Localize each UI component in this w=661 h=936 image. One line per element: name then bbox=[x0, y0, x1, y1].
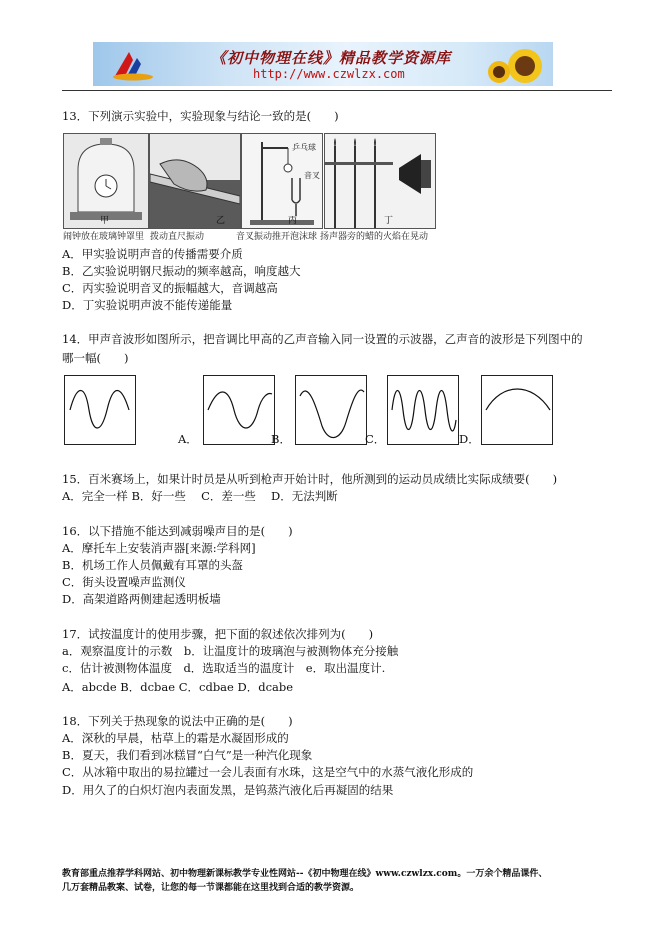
figure-id-ding: 丁 bbox=[384, 216, 394, 226]
waveform-jia bbox=[64, 375, 136, 445]
figure-ding-speaker bbox=[324, 133, 436, 229]
q14-label-c: C． bbox=[365, 432, 386, 446]
q18-option-c: C．从冰箱中取出的易拉罐过一会儿表面有水珠，这是空气中的水蒸气液化形成的 bbox=[62, 765, 474, 779]
footer-line1: 教育部重点推荐学科网站、初中物理新课标教学专业性网站--《初中物理在线》www.czwlzx.com。一万余个精品课件、 bbox=[62, 869, 548, 879]
q13-option-b: B．乙实验说明钢尺振动的频率越高，响度越大 bbox=[62, 264, 301, 278]
header-divider bbox=[62, 90, 612, 91]
caption-jia: 闹钟放在玻璃钟罩里 bbox=[63, 232, 145, 242]
q14-stem-line1: 14．甲声音波形如图所示，把音调比甲高的乙声音输入同一设置的示波器，乙声音的波形是下列图中的 bbox=[62, 332, 583, 346]
header-banner bbox=[93, 42, 553, 86]
q14-label-d: D． bbox=[459, 432, 480, 446]
label-fork: 音叉 bbox=[304, 171, 320, 180]
speaker-candle-icon bbox=[325, 134, 435, 228]
header-url: http://www.czwlzx.com bbox=[253, 67, 405, 81]
q17-steps-line2: c．估计被测物体温度 d．选取适当的温度计 e．取出温度计. bbox=[62, 661, 386, 675]
sine-wave-icon bbox=[388, 376, 458, 444]
caption-ding: 扬声器旁的蜡的火焰在晃动 bbox=[320, 232, 429, 242]
q16-option-d: D．高架道路两侧建起透明板墙 bbox=[62, 592, 221, 606]
q15-stem: 15．百米赛场上，如果计时员是从听到枪声开始计时，他所测到的运动员成绩比实际成绩要( ) bbox=[62, 472, 558, 486]
q14-stem-line2: 哪一幅( ) bbox=[62, 351, 129, 365]
figure-yi-ruler bbox=[149, 133, 241, 229]
caption-bing: 音叉振动推开泡沫球 bbox=[236, 232, 318, 242]
q14-label-a: A． bbox=[178, 432, 198, 446]
waveform-d bbox=[481, 375, 553, 445]
q16-stem: 16．以下措施不能达到减弱噪声目的是( ) bbox=[62, 524, 293, 538]
q17-stem: 17．试按温度计的使用步骤，把下面的叙述依次排列为( ) bbox=[62, 627, 374, 641]
waveform-c bbox=[387, 375, 459, 445]
ruler-hand-icon bbox=[150, 134, 240, 228]
waveform-b bbox=[295, 375, 367, 445]
figure-id-jia: 甲 bbox=[100, 216, 110, 226]
figure-id-yi: 乙 bbox=[216, 216, 226, 226]
header-title: 《初中物理在线》精品教学资源库 bbox=[211, 49, 452, 67]
sine-wave-icon bbox=[296, 376, 366, 444]
waveform-a bbox=[203, 375, 275, 445]
q16-option-c: C．街头设置噪声监测仪 bbox=[62, 575, 186, 589]
q18-option-a: A．深秋的早晨，枯草上的霜是水凝固形成的 bbox=[62, 731, 289, 745]
label-ball: 乒乓球 bbox=[292, 143, 316, 152]
q13-option-c: C．丙实验说明音叉的振幅越大，音调越高 bbox=[62, 281, 278, 295]
sunflower-icon bbox=[485, 42, 553, 86]
figure-bing-tuning-fork bbox=[241, 133, 323, 229]
q17-options: A．abcde B．dcbae C．cdbae D．dcabe bbox=[62, 680, 294, 694]
q18-option-b: B．夏天，我们看到冰糕冒“白气”是一种汽化现象 bbox=[62, 748, 313, 762]
q14-label-b: B． bbox=[271, 432, 291, 446]
sine-wave-icon bbox=[482, 376, 552, 444]
site-logo-icon bbox=[111, 46, 155, 82]
q18-stem: 18．下列关于热现象的说法中正确的是( ) bbox=[62, 714, 293, 728]
q13-option-d: D．丁实验说明声波不能传递能量 bbox=[62, 298, 233, 312]
sine-wave-icon bbox=[204, 376, 274, 444]
sine-wave-icon bbox=[65, 376, 135, 444]
caption-yi: 拨动直尺振动 bbox=[150, 232, 205, 242]
q16-option-a: A．摩托车上安装消声器[来源:学科网] bbox=[62, 541, 256, 555]
footer-line2: 几万套精品教案、试卷，让您的每一节课都能在这里找到合适的教学资源。 bbox=[62, 883, 360, 893]
q13-option-a: A．甲实验说明声音的传播需要介质 bbox=[62, 247, 243, 261]
q13-stem: 13．下列演示实验中，实验现象与结论一致的是( ) bbox=[62, 109, 339, 123]
figure-id-bing: 丙 bbox=[288, 216, 298, 226]
q15-options: A．完全一样 B．好一些 C．差一些 D．无法判断 bbox=[62, 489, 338, 503]
q16-option-b: B．机场工作人员佩戴有耳罩的头盔 bbox=[62, 558, 243, 572]
q18-option-d: D．用久了的白炽灯泡内表面发黑，是钨蒸汽液化后再凝固的结果 bbox=[62, 783, 394, 797]
q17-steps-line1: a．观察温度计的示数 b．让温度计的玻璃泡与被测物体充分接触 bbox=[62, 644, 399, 658]
